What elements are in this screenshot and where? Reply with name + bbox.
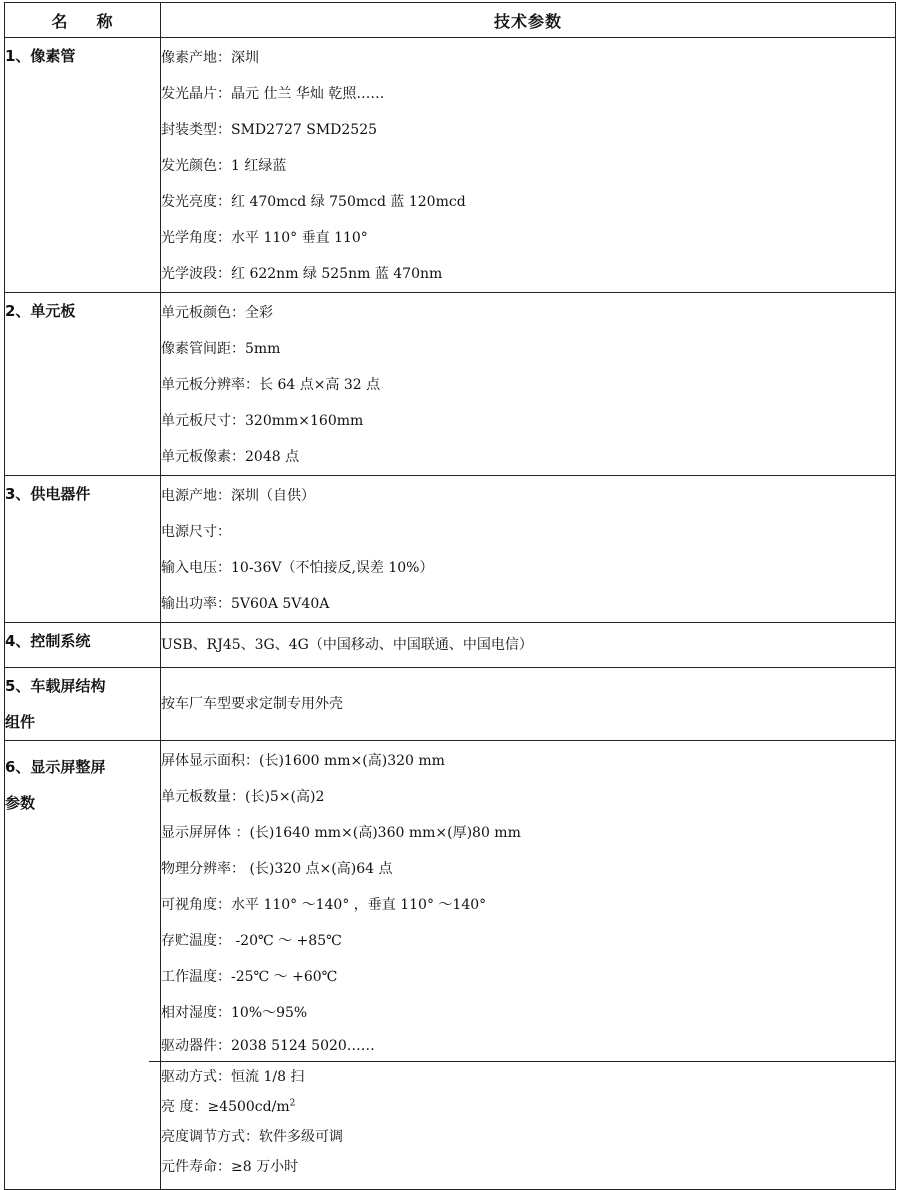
group-params [161,476,896,623]
param-line: 电源产地：深圳（自供） [161,488,315,504]
group-name: 2、单元板 [5,293,161,476]
param-line: 驱动方式：恒流 1/8 扫 [161,1069,305,1085]
param-line: 相对湿度：10%～95% [161,1005,308,1021]
param-line: 像素管间距：5mm [161,341,281,357]
param-line: 单元板像素：2048 点 [161,449,300,465]
param-line: 光学角度：水平 110° 垂直 110° [161,230,368,246]
row-pixel-tube [5,38,896,293]
param-line: 输出功率：5V60A 5V40A [161,596,330,612]
group-params [161,741,896,1190]
param-line: USB、RJ45、3G、4G（中国移动、中国联通、中国电信） [161,637,533,653]
param-line: 物理分辨率： (长)320 点×(高)64 点 [161,861,393,877]
param-line: 封装类型：SMD2727 SMD2525 [161,122,378,138]
header-row [5,3,896,38]
group-name: 1、像素管 [5,38,161,293]
param-line: 显示屏屏体 ：(长)1640 mm×(高)360 mm×(厚)80 mm [161,825,521,841]
spec-table [4,2,896,1190]
param-line: 光学波段：红 622nm 绿 525nm 蓝 470nm [161,266,443,282]
param-line: 工作温度：-25℃ ～ +60℃ [161,969,338,985]
param-line: 存贮温度： -20℃ ～ +85℃ [161,933,342,949]
group-params [161,293,896,476]
row-control-system [5,623,896,668]
param-line: 亮 度：$\ge 4500cd/m^2$ [161,1098,296,1115]
param-line: 输入电压：10-36V（不怕接反,误差 10%） [161,560,434,576]
row-vehicle-structure [5,668,896,741]
group-params [161,668,896,741]
param-line: 亮度调节方式：软件多级可调 [161,1129,343,1145]
group-name: 6、显示屏整屏 参数 [5,741,161,1190]
param-line: 发光颜色：1 红绿蓝 [161,158,287,174]
param-line: 驱动器件：2038 5124 5020…… [161,1038,375,1054]
row-power-supply [5,476,896,623]
param-line: 单元板数量：(长)5×(高)2 [161,789,325,805]
name-column-header: 名 称 [5,3,161,38]
group-name: 3、供电器件 [5,476,161,623]
param-line: 元件寿命：≥8 万小时 [161,1159,299,1175]
params-column-header: 技术参数 [161,3,896,38]
param-line: 电源尺寸： [161,524,231,540]
group-name: 5、车载屏结构 组件 [5,668,161,741]
param-line: 按车厂车型要求定制专用外壳 [161,696,343,712]
param-line: 单元板尺寸：320mm×160mm [161,413,364,429]
row-display-params [5,741,896,1190]
param-line: 像素产地：深圳 [161,50,259,66]
group-params [161,38,896,293]
group-name: 4、控制系统 [5,623,161,668]
row-unit-board [5,293,896,476]
param-line: 单元板颜色：全彩 [161,305,273,321]
group-params [161,623,896,668]
param-line: 发光晶片：晶元 仕兰 华灿 乾照…… [161,86,385,102]
param-line: 发光亮度：红 470mcd 绿 750mcd 蓝 120mcd [161,194,466,210]
param-line: 单元板分辨率：长 64 点×高 32 点 [161,377,381,393]
param-line: 可视角度：水平 110° ～140° ，垂直 110° ～140° [161,897,487,913]
param-line: 屏体显示面积：(长)1600 mm×(高)320 mm [161,753,445,769]
